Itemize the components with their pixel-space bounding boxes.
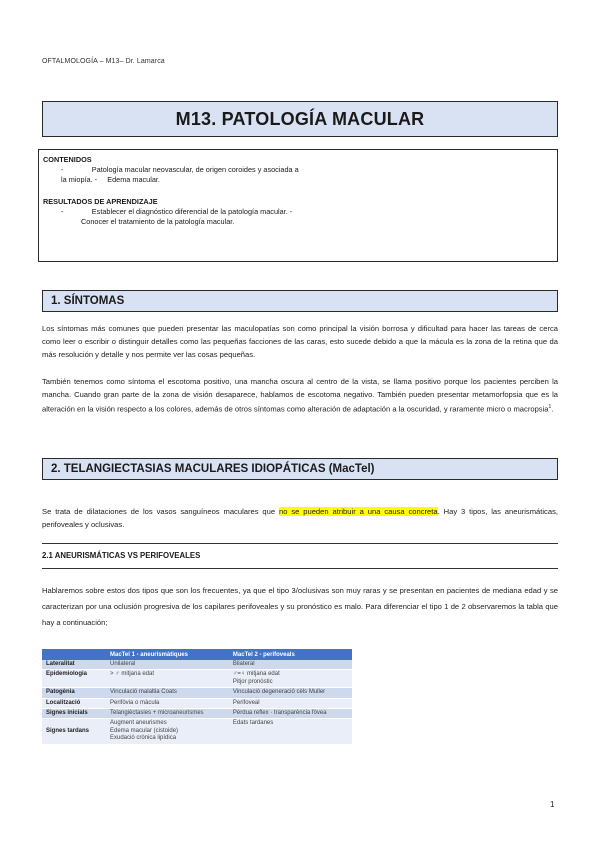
divider [42, 568, 558, 569]
row-label: Signes tardans [42, 719, 106, 744]
table-cell: Perifoveal [229, 698, 352, 708]
row-label: Localització [42, 698, 106, 708]
highlighted-text: no se pueden atribuir a una causa concreta [279, 507, 438, 516]
table-row [42, 698, 352, 708]
symptoms-text-end: . [551, 404, 554, 414]
table-row [42, 660, 352, 670]
contents-heading: CONTENIDOS [43, 155, 92, 164]
table-cell: ♂=♀ mitjana edat Pitjor pronòstic [229, 670, 352, 688]
results-line: Conocer el tratamiento de la patología macular. [81, 217, 235, 226]
row-label: Signes inicials [42, 709, 106, 719]
section-symptoms-heading [42, 290, 558, 312]
symptoms-paragraph-1: Los síntomas más comunes que pueden presentar las maculopatías son como principal la visión borrosa y dificultad para hacer las tareas de cerca como leer o escribir o distinguir detalles como las pequeñas facciones de las caras, esto sucede debido a que la mácula es la zona de la retina que da más resolución y detalle y nos permite ver las cosas pequeñas. [42, 324, 558, 359]
subsection-title: 2.1 ANEURISMÁTICAS VS PERIFOVEALES [42, 551, 201, 560]
row-label: Epidemiologia [42, 670, 106, 688]
mactel-comparison-table [42, 649, 352, 745]
table-cell: Unilateral [106, 660, 229, 670]
table-header-row [42, 649, 352, 660]
row-label: Patogènia [42, 688, 106, 698]
table-cell: Pèrdua reflex · transparència fòvea [229, 709, 352, 719]
mactel-text-end: . Hay 3 tipos, las aneurismáticas, perifoveales y oclusivas. [42, 507, 558, 529]
footnote-ref: 1 [548, 404, 552, 410]
table-cell: Vinculació malaltia Coats [106, 688, 229, 698]
row-label: Lateralitat [42, 660, 106, 670]
table-header-cell: MacTel 2 - perifoveals [229, 649, 352, 660]
table-cell: Telangièctasies + microaneurismes [106, 709, 229, 719]
table-cell: Perifòvia o màcula [106, 698, 229, 708]
mactel-text: Se trata de dilataciones de los vasos sanguíneos maculares que [42, 507, 279, 516]
symptoms-paragraph-2 [42, 375, 558, 416]
table-row [42, 719, 352, 744]
section-title: 2. TELANGIECTASIAS MACULARES IDIOPÁTICAS (MacTel) [51, 463, 375, 475]
table-cell: Bilateral [229, 660, 352, 670]
page-header: OFTALMOLOGÍA – M13– Dr. Lamarca [42, 58, 165, 65]
page-number: 1 [550, 800, 555, 809]
title-box [42, 101, 558, 137]
contents-line: la miopía. - Edema macular. [61, 175, 160, 184]
contents-box [38, 149, 558, 262]
mactel-paragraph [42, 505, 558, 531]
table-row [42, 709, 352, 719]
contents-line: - Patología macular neovascular, de origen coroides y asociada a [61, 165, 299, 174]
table-header-cell: MacTel 1 - aneurismàtiques [106, 649, 229, 660]
symptoms-text: También tenemos como síntoma el escotoma positivo, una mancha oscura al centro de la vista, se llama positivo porque los pacientes perciben la mancha. Cuando gran parte de la zona de visión desaparece, hablamos de escotoma negativo. También pueden presentar metamorfopsia que es la alteración en la visión respecto a los colores, además de otros síntomas como alteración de adaptación a la oscuridad, y raramente micro o macropsia [42, 377, 558, 414]
section-title: 1. SÍNTOMAS [51, 295, 125, 307]
table-cell: > ♂ mitjana edat [106, 670, 229, 688]
table-cell: Edats tardanes [229, 719, 352, 744]
table-cell: Augment aneurismes Edema macular (cistoide) Exudació crònica lipídica [106, 719, 229, 744]
results-heading: RESULTADOS DE APRENDIZAJE [43, 197, 158, 206]
page-title: M13. PATOLOGÍA MACULAR [175, 108, 425, 129]
table-row [42, 670, 352, 688]
divider [42, 543, 558, 544]
table-cell: Vinculació degeneració cèls Muller [229, 688, 352, 698]
table-header-cell [42, 649, 106, 660]
comparison-paragraph: Hablaremos sobre estos dos tipos que son los frecuentes, ya que el tipo 3/oclusivas son muy raras y se presentan en pacientes de mediana edad y se caracterizan por una oclusión progresiva de los capilares perifoveales y su pronóstico es malo. Para diferenciar el tipo 1 de 2 observaremos la tabla que hay a continuación; [42, 586, 558, 627]
section-mactel-heading [42, 458, 558, 480]
results-line: - Establecer el diagnóstico diferencial de la patología macular. - [61, 207, 293, 216]
table-row [42, 688, 352, 698]
